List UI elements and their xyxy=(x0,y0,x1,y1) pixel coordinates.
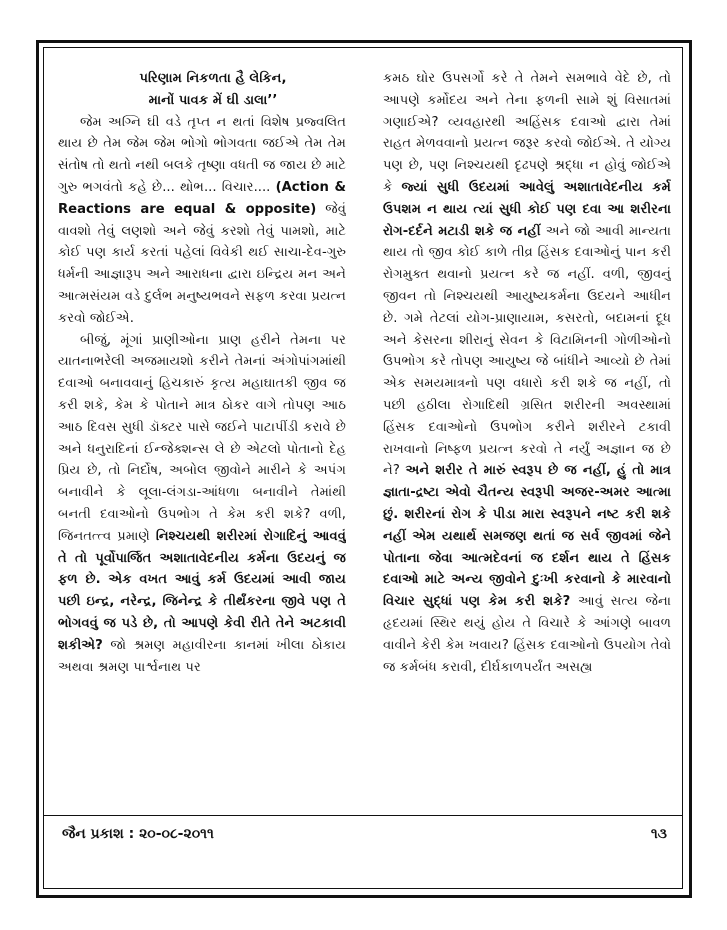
paragraph-2-continuation: જો શ્રમણ મહાવીરના કાનમાં ખીલા ઠોકાય અથવા શ્રમણ પાર્શ્વનાથ પર xyxy=(58,637,346,675)
left-column xyxy=(58,68,346,818)
verse-line-1: પરિણામ નિકળતા હૈ લેકિન, xyxy=(139,71,287,86)
publication-name-date: જૈન પ્રકાશ : ૨૦-૦૮-૨૦૧૧ xyxy=(62,826,214,842)
paragraph-1-continuation: જેવું વાવશો તેવું લણશો અને જેવું કરશો તેવું પામશો, માટે કોઈ પણ કાર્ય કરતાં પહેલાં વિવેકી થઈ સાચા-દેવ-ગુરુ ધર્મની આજ્ઞારૂપ અને આરાધના દ્વારા ઇન્દ્રિય મન અને આત્મસંયમ વડે દુર્લભ મનુષ્યભવને સફળ કરવા પ્રયત્ન કરવો જોઈએ. xyxy=(58,201,346,326)
paragraph-2 xyxy=(58,330,346,679)
paragraph-3-bold: જ્યાં સુધી ઉદયમાં આવેલું અશાતાવેદનીય કર્મ ઉપશમ ન થાય ત્યાં સુધી કોઈ પણ દવા આ શરીરના રોગ-દર્દને મટાડી શકે જ નહીં xyxy=(383,179,671,239)
paragraph-1-text: જેમ અગ્નિ ઘી વડે તૃપ્ત ન થતાં વિશેષ પ્રજ્વલિત થાય છે તેમ જેમ જેમ ભોગો ભોગવતા જઈએ તેમ તેમ સંતોષ તો થતો નથી બલકે તૃષ્ણા વધતી જ જાય છે માટે ગુરુ ભગવંતો કહે છે... થોભ... વિચાર.... xyxy=(58,114,346,195)
paragraph-1-bold: (Action & Reactions are equal & opposite) xyxy=(58,179,346,217)
verse-line-2: માનોં પાવક મેં ઘી ડાલા’’ xyxy=(148,92,278,108)
paragraph-3-continuation-2: આવું સત્ય જેના હૃદયમાં સ્થિર થયું હોય તે વિચારે કે આંગણે બાવળ વાવીને કેરી કેમ ખવાય? હિંસક દવાઓનો ઉપયોગ તેવો જ કર્મબંધ કરાવી, દીર્ઘકાળપર્યંત અસહ્ય xyxy=(383,594,671,675)
paragraph-3 xyxy=(383,68,671,678)
page-footer xyxy=(62,822,667,846)
paragraph-2-bold: નિશ્ચયથી શરીરમાં રોગાદિનું આવવું તે તો પૂર્વોપાર્જિત અશાતાવેદનીય કર્મના ઉદયનું જ ફળ છે. એક વખત આવું કર્મ ઉદયમાં આવી જાય પછી ઇન્દ્ર, નરેન્દ્ર, જિનેન્દ્ર કે તીર્થંકરના જીવે પણ તે ભોગવવું જ પડે છે, તો આપણે કેવી રીતે તેને અટકાવી શકીએ? xyxy=(58,528,346,653)
paragraph-3-continuation: અને જો આવી માન્યતા થાય તો જીવ કોઈ કાળે તીવ્ર હિંસક દવાઓનું પાન કરી રોગમુક્ત થવાનો પ્રયત્ન કરે જ નહીં. વળી, જીવનું જીવન તો નિશ્ચયથી આયુષ્યકર્મના ઉદયને આધીન છે. ગમે તેટલાં યોગ-પ્રાણાયામ, કસરતો, બદામનાં દૂધ અને કેસરના શીરાનું સેવન કે વિટામિનની ગોળીઓનો ઉપભોગ કરે તોપણ આયુષ્ય જે બાંધીને આવ્યો છે તેમાં એક સમયમાત્રનો પણ વધારો કરી શકે જ નહીં, તો પછી હઠીલા રોગાદિથી ગ્રસિત શરીરની અવસ્થામાં હિંસક દવાઓનો ઉપભોગ કરીને શરીરને ટકાવી રાખવાનો નિષ્ફળ પ્રયત્ન કરવો તે નર્યું અજ્ઞાન જ છે ને? xyxy=(383,223,671,479)
paragraph-3-bold-2: અને શરીર તે મારું સ્વરૂપ છે જ નહીં, હું તો માત્ર જ્ઞાતા-દ્રષ્ટા એવો ચૈતન્ય સ્વરૂપી અજર-અમર આત્મા છું. શરીરનાં રોગ કે પીડા મારા સ્વરૂપને નષ્ટ કરી શકે નહીં એમ યથાર્થ સમજણ થતાં જ સર્વ જીવમાં જેને પોતાના જેવા આત્મદેવનાં જ દર્શન થાય તે હિંસક દવાઓ માટે અન્ય જીવોને દુઃખી કરવાનો કે મારવાનો વિચાર સુદ્ધાં પણ કેમ કરી શકે? xyxy=(383,463,671,610)
right-column xyxy=(383,68,671,818)
page-number: ૧૩ xyxy=(650,826,667,842)
footer-divider xyxy=(43,815,683,816)
paragraph-2-text: બીજું, મૂંગાં પ્રાણીઓના પ્રાણ હરીને તેમના પર યાતનાભરેલી અજમાયશો કરીને તેમનાં અંગોપાંગમાંથી દવાઓ બનાવવાનું હિચકારું કૃત્ય મહાઘાતકી જીવ જ કરી શકે, કેમ કે પોતાને માત્ર ઠોકર વાગે તોપણ આઠ આઠ દિવસ સુધી ડૉક્ટર પાસે જઈને પાટાપીંડી કરાવે છે અને ધનુરાદિનાં ઈન્જેક્શન્સ લે છે એટલો પોતાનો દેહ પ્રિય છે, તો નિર્દોષ, અબોલ જીવોને મારીને કે અપંગ બનાવીને કે લૂલા-લંગડા-આંધળા બનાવીને તેમાંથી બનતી દવાઓનો ઉપભોગ તે કેમ કરી શકે? વળી, જિનતત્ત્વ પ્રમાણે xyxy=(58,332,346,544)
paragraph-3-text: કમઠ ઘોર ઉપસર્ગો કરે તે તેમને સમભાવે વેદે છે, તો આપણે કર્મોદય અને તેના ફળની સામે શું વિસાતમાં ગણાઈએ? વ્યવહારથી અહિંસક દવાઓ દ્વારા તેમાં રાહત મેળવવાનો પ્રયત્ન જરૂર કરવો જોઈએ. તે યોગ્ય પણ છે, પણ નિશ્ચયથી દૃઢપણે શ્રદ્ધા ન હોવું જોઈએ કે xyxy=(383,71,671,195)
paragraph-1 xyxy=(58,112,346,330)
